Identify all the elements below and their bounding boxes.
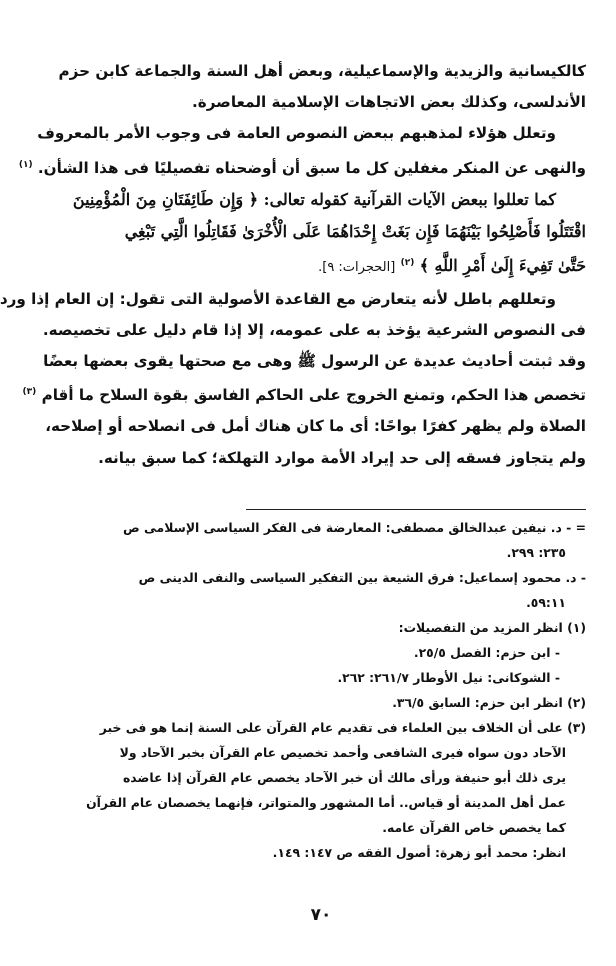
main-text [0, 56, 586, 474]
verse-citation: [الحجرات: ٩]. [318, 260, 396, 276]
text-line-7 [56, 248, 586, 283]
text-line-11 [22, 377, 586, 411]
footnote-line-13: كما يخصص خاص القرآن عامه. [382, 820, 566, 835]
quran-verse-middle: اقْتَتَلُوا فَأَصْلِحُوا بَيْنَهُمَا فَإِن بَغَتْ إِحْدَاهُمَا عَلَى الْأُخْرَىٰ فَقَاتِلُوا الَّتِي تَبْغِي [124, 222, 586, 242]
text-line-12: الصلاة ولم يظهر كفرًا بواحًا: أى ما كان هناك أمل فى انصلاحه أو إصلاحه، [45, 417, 586, 436]
footnote-separator [246, 509, 586, 510]
text-line-4-content: والنهى عن المنكر مغفلين كل ما سبق أن أوضحناه تفصيليًا فى هذا الشأن. [37, 158, 586, 177]
text-line-5 [56, 184, 586, 216]
footnote-marker-3: (٣) [22, 387, 37, 398]
text-line-6 [56, 216, 586, 248]
quran-verse-start: كما تعللوا ببعض الآيات القرآنية كقوله تعالى: ﴿ وَإِن طَائِفَتَانِ مِنَ الْمُؤْمِنِينَ [72, 189, 556, 209]
text-line-11-content: تخصص هذا الحكم، وتمنع الخروج على الحاكم الفاسق بقوة السلاح ما أقام [41, 386, 586, 405]
text-line-13: ولم يتجاوز فسقه إلى حد إيراد الأمة موارد التهلكة؛ كما سبق بيانه. [98, 448, 586, 467]
text-line-4 [18, 150, 586, 184]
footnote-line-3: - د. محمود إسماعيل: فرق الشيعة بين التفكير السياسى والنفى الدينى ص [138, 570, 586, 585]
text-line-8: وتعللهم باطل لأنه يتعارض مع القاعدة الأصولية التى تقول: إن العام إذا ورد [0, 289, 556, 308]
footnote-line-2: ٢٣٥: ٢٩٩. [506, 545, 566, 560]
footnote-line-14: انظر: محمد أبو زهرة: أصول الفقه ص ١٤٧: ١٤٩. [272, 845, 566, 860]
footnote-line-1: = - د. نيفين عبدالخالق مصطفى: المعارضة فى الفكر السياسى الإسلامى ص [123, 520, 586, 535]
footnote-line-8: (٢) انظر ابن حزم: السابق ٣٦/٥. [392, 695, 586, 710]
text-line-3: وتعلل هؤلاء لمذهبهم ببعض النصوص العامة فى وجوب الأمر بالمعروف [37, 124, 556, 143]
footnotes [48, 515, 586, 865]
footnote-marker-2: (٢) [400, 258, 415, 269]
footnote-line-4: ٥٩:١١. [526, 595, 566, 610]
quran-verse-end: حَتَّىٰ تَفِيءَ إِلَىٰ أَمْرِ اللَّهِ ﴾ [419, 256, 586, 276]
text-line-2: الأندلسى، وكذلك بعض الاتجاهات الإسلامية المعاصرة. [192, 93, 586, 112]
footnote-line-12: عمل أهل المدينة أو قياس.. أما المشهور والمتواتر، فإنهما يخصصان عام القرآن [86, 795, 566, 810]
footnote-marker-1: (١) [18, 159, 33, 170]
footnote-line-9: (٣) على أن الخلاف بين العلماء فى تقديم عام القرآن على السنة إنما هو فى خبر [99, 720, 586, 735]
text-line-1: كالكيسانية والزيدية والإسماعيلية، وبعض أهل السنة والجماعة كابن حزم [58, 62, 586, 80]
footnote-line-6: - ابن حزم: الفصل ٢٥/٥. [413, 645, 560, 660]
footnote-line-5: (١) انظر المزيد من التفصيلات: [398, 620, 586, 635]
footnote-line-11: يرى ذلك أبو حنيفة ورأى مالك أن خبر الآحاد يخصص عام القرآن إذا عاضده [122, 770, 566, 785]
text-line-9: فى النصوص الشرعية يؤخذ به على عمومه، إلا إذا قام دليل على تخصيصه. [42, 320, 586, 339]
footnote-line-7: - الشوكانى: نيل الأوطار ٢٦١/٧: ٢٦٢. [337, 670, 560, 685]
page-number: ٧٠ [310, 905, 332, 925]
text-line-10: وقد ثبتت أحاديث عديدة عن الرسول ﷺ وهى مع صحتها يقوى بعضها بعضًا [43, 351, 586, 370]
footnote-line-10: الآحاد دون سواه فيرى الشافعى وأحمد تخصيص عام القرآن بخبر الآحاد ولا [119, 745, 566, 760]
